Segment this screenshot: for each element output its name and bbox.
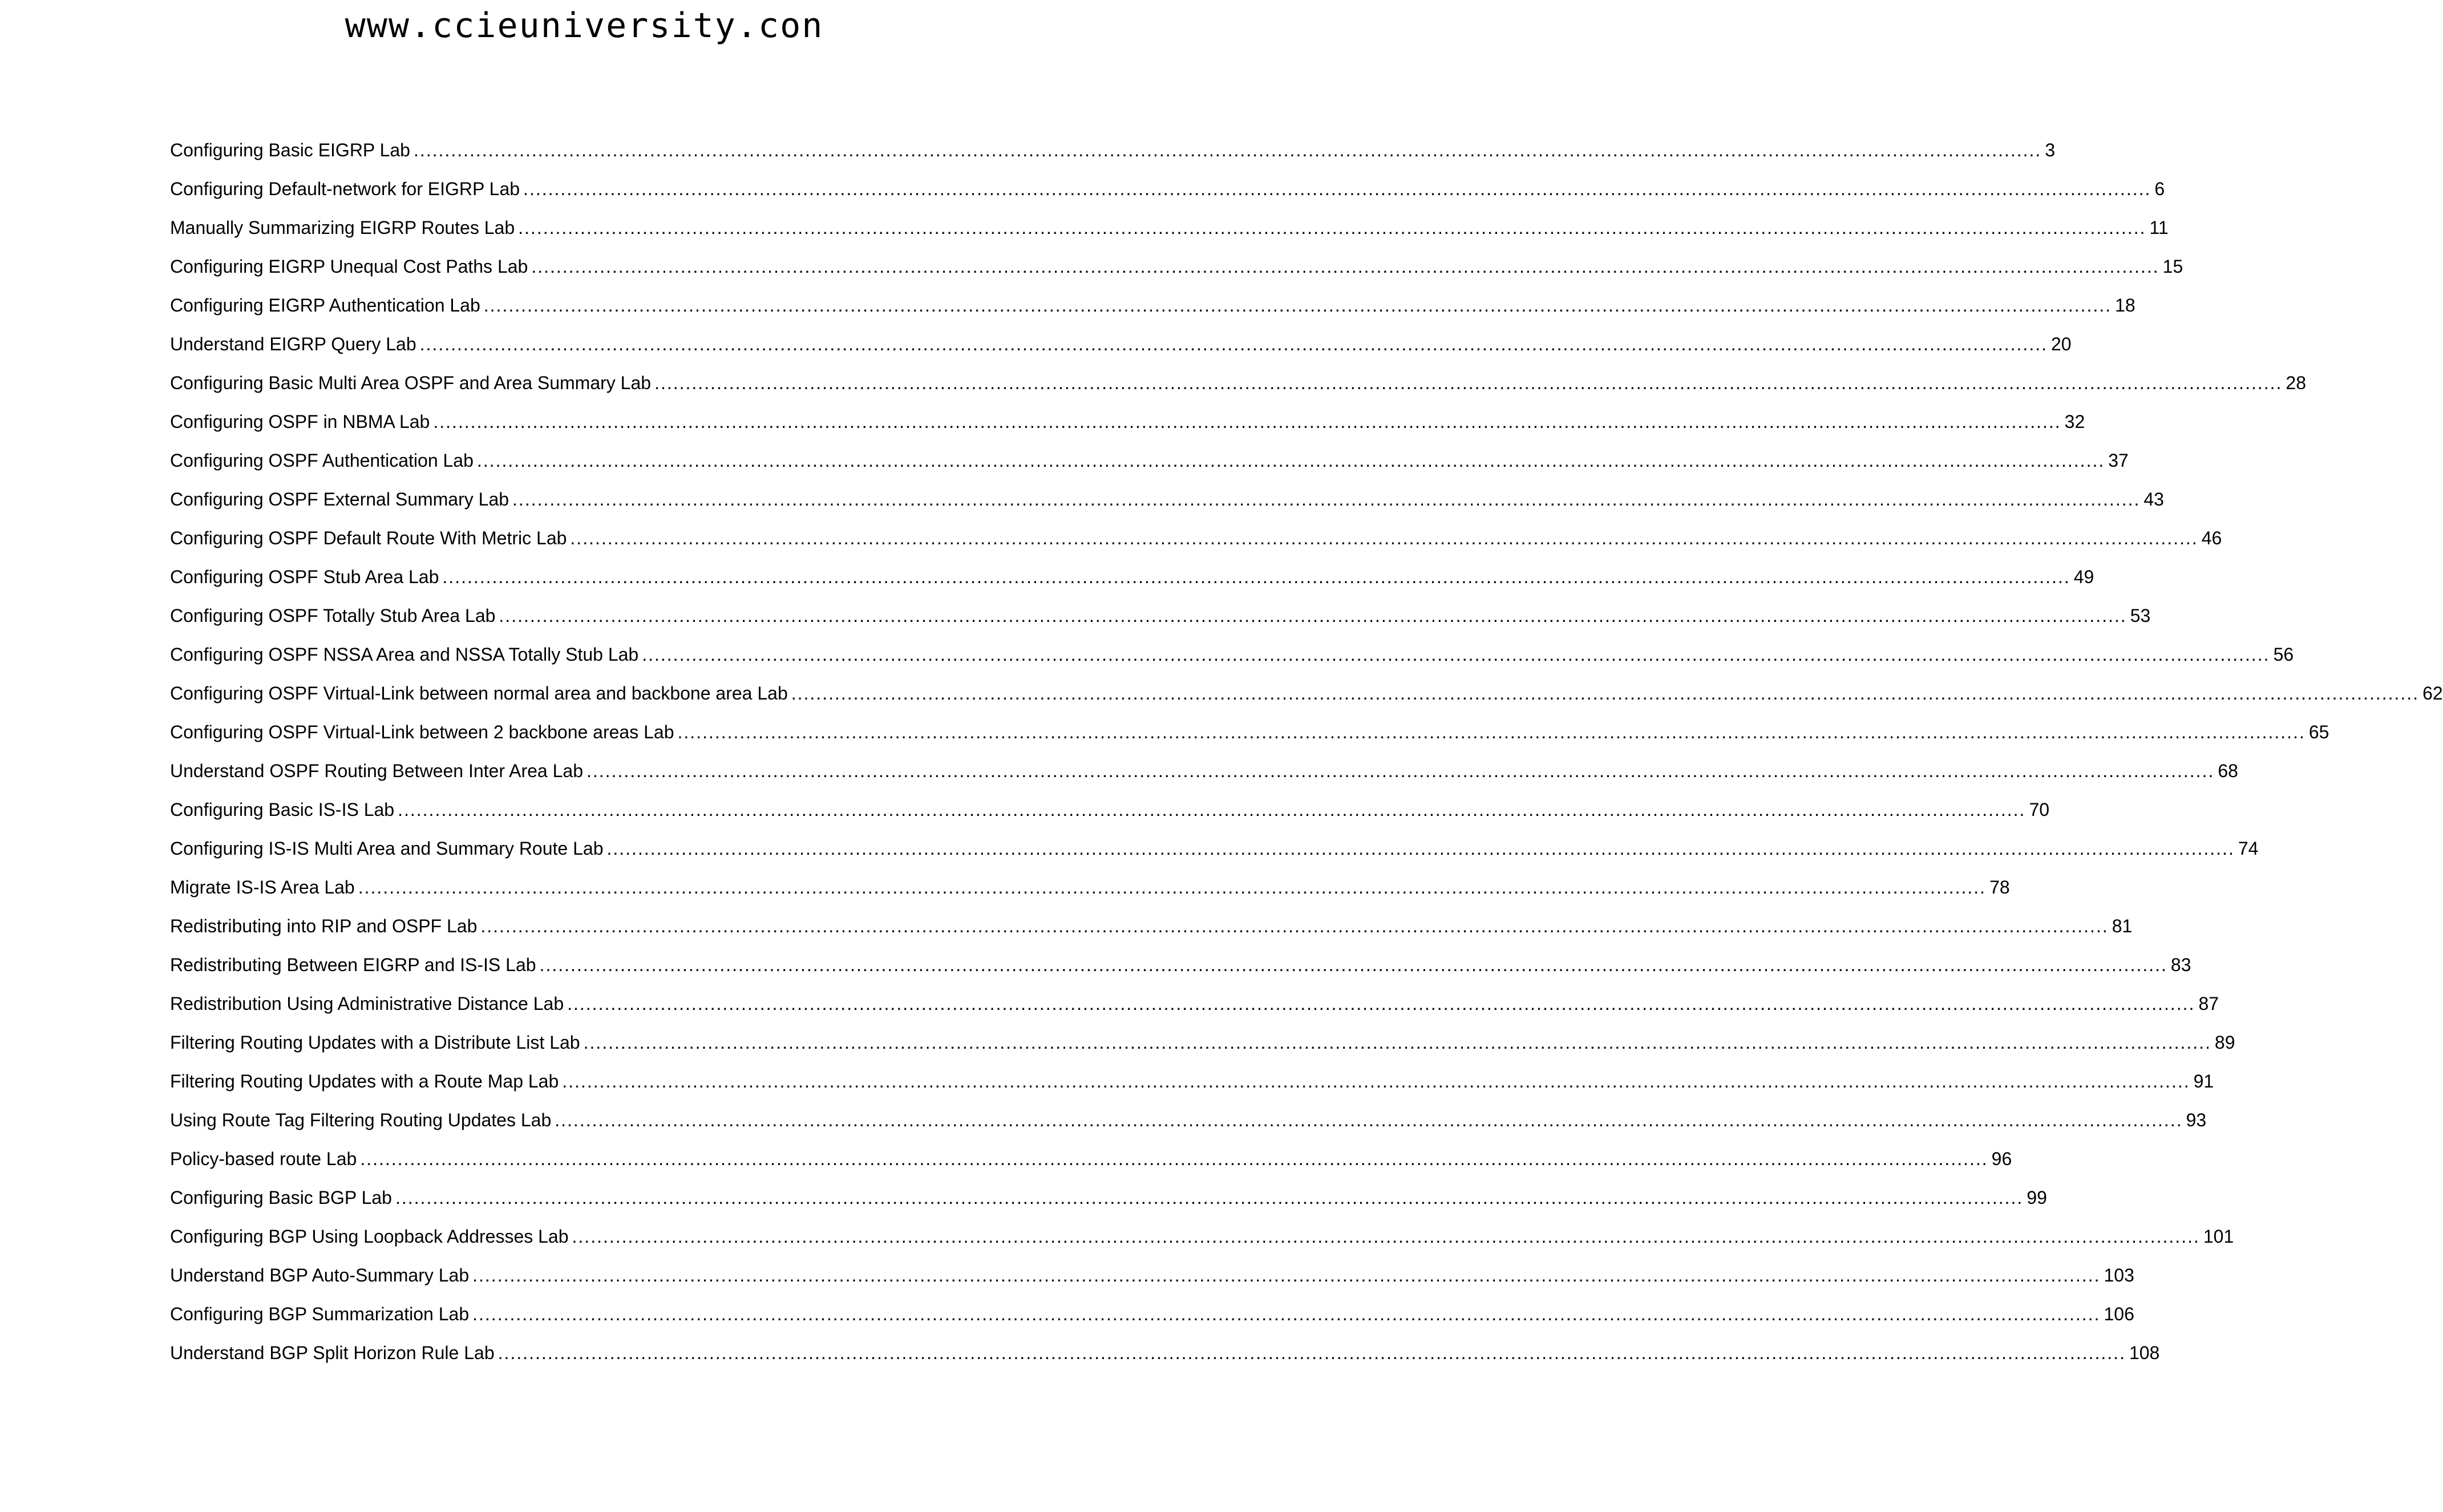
toc-entry-title: Configuring OSPF Virtual-Link between 2 backbone areas Lab bbox=[170, 722, 674, 742]
toc-entry[interactable] bbox=[170, 135, 2056, 174]
toc-entry-page: 56 bbox=[2273, 644, 2294, 665]
toc-leader-dots: ...................................................................................................................................................................................................................................................................... bbox=[512, 489, 2141, 510]
toc-entry-title: Configuring Basic EIGRP Lab bbox=[170, 140, 410, 160]
toc-leader-dots: ...................................................................................................................................................................................................................................................................... bbox=[586, 761, 2215, 781]
toc-entry[interactable] bbox=[170, 834, 2259, 872]
toc-entry-page: 18 bbox=[2115, 295, 2135, 316]
toc-entry[interactable] bbox=[170, 1260, 2134, 1299]
toc-entry[interactable] bbox=[170, 407, 2085, 446]
toc-entry-page: 93 bbox=[2186, 1110, 2207, 1130]
toc-entry-page: 87 bbox=[2198, 993, 2219, 1014]
toc-entry-page: 49 bbox=[2073, 567, 2094, 587]
toc-entry[interactable] bbox=[170, 523, 2222, 562]
toc-entry-page: 37 bbox=[2108, 450, 2129, 471]
toc-entry[interactable] bbox=[170, 329, 2072, 368]
toc-entry[interactable] bbox=[170, 911, 2133, 950]
toc-entry-page: 81 bbox=[2112, 916, 2133, 936]
toc-entry-page: 106 bbox=[2104, 1304, 2134, 1324]
toc-entry-page: 20 bbox=[2050, 334, 2072, 354]
toc-entry-page: 28 bbox=[2286, 373, 2306, 393]
toc-leader-dots: ...................................................................................................................................................................................................................................................................... bbox=[395, 1187, 2024, 1208]
toc-entry-title: Configuring OSPF Stub Area Lab bbox=[170, 567, 439, 587]
toc-entry-title: Filtering Routing Updates with a Route Map Lab bbox=[170, 1071, 559, 1091]
toc-entry-title: Configuring OSPF in NBMA Lab bbox=[170, 411, 430, 432]
toc-entry-title: Configuring Default-network for EIGRP Lab bbox=[170, 179, 520, 199]
toc-entry-page: 108 bbox=[2129, 1343, 2160, 1363]
toc-entry[interactable] bbox=[170, 1144, 2012, 1183]
toc-entry-page: 53 bbox=[2130, 605, 2151, 626]
toc-entry[interactable] bbox=[170, 640, 2294, 678]
toc-leader-dots: ...................................................................................................................................................................................................................................................................... bbox=[398, 799, 2026, 820]
toc-leader-dots: ...................................................................................................................................................................................................................................................................... bbox=[419, 334, 2048, 354]
toc-entry[interactable] bbox=[170, 368, 2306, 407]
toc-entry[interactable] bbox=[170, 252, 2183, 290]
toc-leader-dots: ...................................................................................................................................................................................................................................................................... bbox=[570, 528, 2198, 548]
toc-leader-dots: ...................................................................................................................................................................................................................................................................... bbox=[480, 916, 2109, 936]
toc-leader-dots: ...................................................................................................................................................................................................................................................................... bbox=[606, 838, 2235, 859]
toc-leader-dots: ...................................................................................................................................................................................................................................................................... bbox=[523, 179, 2151, 199]
toc-entry[interactable] bbox=[170, 562, 2094, 601]
toc-leader-dots: ...................................................................................................................................................................................................................................................................... bbox=[498, 1343, 2126, 1363]
toc-entry[interactable] bbox=[170, 717, 2329, 756]
toc-entry-title: Configuring EIGRP Unequal Cost Paths Lab bbox=[170, 256, 528, 277]
toc-entry[interactable] bbox=[170, 1222, 2234, 1260]
toc-leader-dots: ...................................................................................................................................................................................................................................................................... bbox=[531, 256, 2159, 277]
toc-entry-title: Understand BGP Auto-Summary Lab bbox=[170, 1265, 470, 1285]
toc-entry-page: 103 bbox=[2104, 1265, 2134, 1285]
toc-entry-title: Understand OSPF Routing Between Inter Area Lab bbox=[170, 761, 583, 781]
toc-entry-title: Understand EIGRP Query Lab bbox=[170, 334, 416, 354]
toc-entry-title: Manually Summarizing EIGRP Routes Lab bbox=[170, 217, 515, 238]
toc-entry-page: 83 bbox=[2170, 955, 2191, 975]
toc-leader-dots: ...................................................................................................................................................................................................................................................................... bbox=[472, 1304, 2101, 1324]
toc-entry-page: 65 bbox=[2308, 722, 2329, 742]
toc-entry-title: Policy-based route Lab bbox=[170, 1149, 357, 1169]
toc-entry-title: Redistribution Using Administrative Distance Lab bbox=[170, 993, 564, 1014]
toc-entry[interactable] bbox=[170, 446, 2129, 484]
toc-entry-page: 43 bbox=[2143, 489, 2164, 510]
toc-entry-page: 70 bbox=[2029, 799, 2050, 820]
toc-entry-page: 3 bbox=[2045, 140, 2056, 160]
toc-entry-page: 89 bbox=[2214, 1032, 2235, 1053]
toc-entry-title: Configuring OSPF Default Route With Metric Lab bbox=[170, 528, 567, 548]
toc-leader-dots: ...................................................................................................................................................................................................................................................................... bbox=[442, 567, 2070, 587]
toc-leader-dots: ...................................................................................................................................................................................................................................................................... bbox=[562, 1071, 2190, 1091]
toc-entry-page: 78 bbox=[1989, 877, 2010, 898]
toc-entry[interactable] bbox=[170, 989, 2219, 1028]
toc-entry-title: Migrate IS-IS Area Lab bbox=[170, 877, 355, 898]
toc-entry-page: 96 bbox=[1991, 1149, 2012, 1169]
toc-leader-dots: ...................................................................................................................................................................................................................................................................... bbox=[360, 1149, 1988, 1169]
toc-leader-dots: ...................................................................................................................................................................................................................................................................... bbox=[642, 644, 2270, 665]
toc-entry-title: Configuring Basic BGP Lab bbox=[170, 1187, 392, 1208]
toc-leader-dots: ...................................................................................................................................................................................................................................................................... bbox=[567, 993, 2195, 1014]
page-header bbox=[0, 0, 1168, 57]
toc-entry-title: Configuring Basic Multi Area OSPF and Area Summary Lab bbox=[170, 373, 652, 393]
toc-entry-title: Redistributing Between EIGRP and IS-IS Lab bbox=[170, 955, 536, 975]
toc-entry-title: Configuring OSPF NSSA Area and NSSA Totally Stub Lab bbox=[170, 644, 639, 665]
toc-entry-title: Configuring BGP Using Loopback Addresses Lab bbox=[170, 1226, 569, 1247]
toc-entry[interactable] bbox=[170, 174, 2165, 213]
toc-entry-title: Configuring OSPF External Summary Lab bbox=[170, 489, 509, 510]
table-of-contents bbox=[170, 135, 2443, 1377]
toc-leader-dots: ...................................................................................................................................................................................................................................................................... bbox=[499, 605, 2127, 626]
toc-entry-page: 74 bbox=[2238, 838, 2259, 859]
header-watermark: www.ccieuniversity.con bbox=[345, 6, 824, 46]
toc-entry-page: 46 bbox=[2201, 528, 2222, 548]
toc-entry[interactable] bbox=[170, 601, 2151, 640]
toc-entry-title: Using Route Tag Filtering Routing Updates Lab bbox=[170, 1110, 552, 1130]
toc-leader-dots: ...................................................................................................................................................................................................................................................................... bbox=[539, 955, 2167, 975]
toc-entry[interactable] bbox=[170, 1066, 2214, 1105]
toc-entry-title: Configuring OSPF Totally Stub Area Lab bbox=[170, 605, 496, 626]
toc-leader-dots: ...................................................................................................................................................................................................................................................................... bbox=[677, 722, 2306, 742]
toc-entry-title: Configuring Basic IS-IS Lab bbox=[170, 799, 395, 820]
toc-entry-title: Redistributing into RIP and OSPF Lab bbox=[170, 916, 478, 936]
toc-entry-page: 32 bbox=[2064, 411, 2085, 432]
toc-leader-dots: ...................................................................................................................................................................................................................................................................... bbox=[433, 411, 2061, 432]
toc-entry[interactable] bbox=[170, 1299, 2134, 1338]
toc-entry[interactable] bbox=[170, 678, 2443, 717]
toc-leader-dots: ...................................................................................................................................................................................................................................................................... bbox=[555, 1110, 2183, 1130]
toc-entry-title: Configuring EIGRP Authentication Lab bbox=[170, 295, 480, 316]
toc-entry[interactable] bbox=[170, 1028, 2235, 1066]
toc-entry[interactable] bbox=[170, 484, 2164, 523]
toc-entry-title: Configuring IS-IS Multi Area and Summary Route Lab bbox=[170, 838, 604, 859]
toc-leader-dots: ...................................................................................................................................................................................................................................................................... bbox=[572, 1226, 2200, 1247]
toc-entry-page: 6 bbox=[2154, 179, 2165, 199]
toc-entry-title: Configuring OSPF Virtual-Link between normal area and backbone area Lab bbox=[170, 683, 788, 704]
toc-entry-page: 15 bbox=[2162, 256, 2183, 277]
toc-leader-dots: ...................................................................................................................................................................................................................................................................... bbox=[654, 373, 2283, 393]
toc-entry[interactable] bbox=[170, 1338, 2160, 1377]
toc-entry[interactable] bbox=[170, 290, 2135, 329]
toc-entry-title: Configuring BGP Summarization Lab bbox=[170, 1304, 470, 1324]
toc-leader-dots: ...................................................................................................................................................................................................................................................................... bbox=[472, 1265, 2101, 1285]
toc-entry[interactable] bbox=[170, 756, 2238, 795]
toc-entry-title: Understand BGP Split Horizon Rule Lab bbox=[170, 1343, 495, 1363]
toc-leader-dots: ...................................................................................................................................................................................................................................................................... bbox=[413, 140, 2042, 160]
toc-entry-page: 99 bbox=[2027, 1187, 2047, 1208]
toc-entry[interactable] bbox=[170, 795, 2050, 834]
toc-leader-dots: ...................................................................................................................................................................................................................................................................... bbox=[791, 683, 2420, 704]
toc-entry-page: 62 bbox=[2422, 683, 2443, 704]
toc-entry[interactable] bbox=[170, 1183, 2047, 1222]
toc-entry-page: 91 bbox=[2193, 1071, 2214, 1091]
toc-leader-dots: ...................................................................................................................................................................................................................................................................... bbox=[518, 217, 2146, 238]
toc-entry-title: Configuring OSPF Authentication Lab bbox=[170, 450, 474, 471]
toc-entry[interactable] bbox=[170, 950, 2191, 989]
toc-leader-dots: ...................................................................................................................................................................................................................................................................... bbox=[483, 295, 2112, 316]
toc-entry[interactable] bbox=[170, 213, 2169, 252]
toc-entry-page: 11 bbox=[2149, 217, 2169, 238]
toc-entry[interactable] bbox=[170, 872, 2010, 911]
toc-entry-title: Filtering Routing Updates with a Distribute List Lab bbox=[170, 1032, 580, 1053]
toc-entry[interactable] bbox=[170, 1105, 2207, 1144]
toc-entry-page: 101 bbox=[2203, 1226, 2234, 1247]
toc-leader-dots: ...................................................................................................................................................................................................................................................................... bbox=[583, 1032, 2211, 1053]
toc-leader-dots: ...................................................................................................................................................................................................................................................................... bbox=[476, 450, 2105, 471]
toc-entry-page: 68 bbox=[2218, 761, 2238, 781]
toc-leader-dots: ...................................................................................................................................................................................................................................................................... bbox=[358, 877, 1987, 898]
